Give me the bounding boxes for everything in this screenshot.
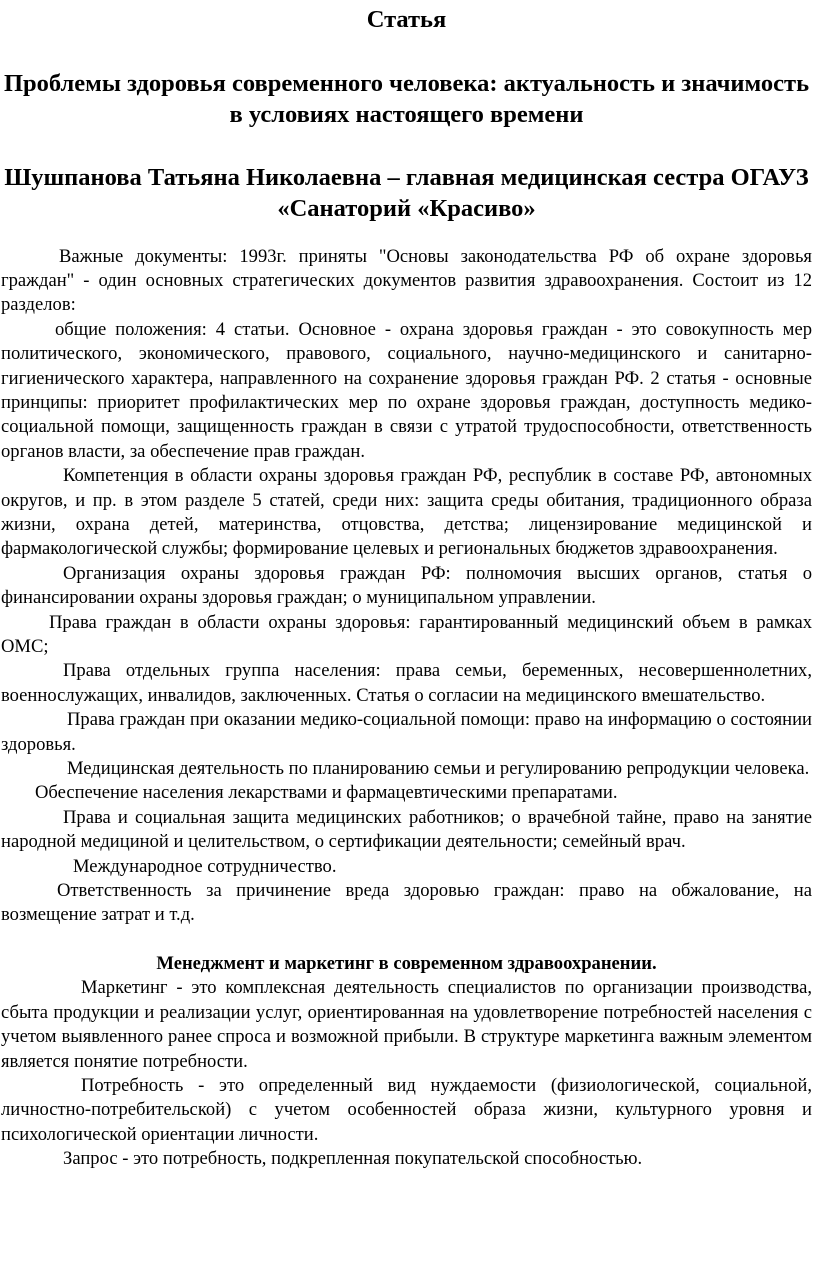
document-author: Шушпанова Татьяна Николаевна – главная медицинская сестра ОГАУЗ «Санаторий «Красиво» (4, 163, 809, 222)
paragraph: Ответственность за причинение вреда здоровью граждан: право на обжалование, на возмещение затрат и т.д. (1, 880, 812, 926)
document-body (1, 245, 812, 928)
paragraph: Обеспечение населения лекарствами и фармацевтическими препаратами. (35, 782, 618, 804)
paragraph: Запрос - это потребность, подкрепленная покупательской способностью. (63, 1148, 643, 1170)
paragraph: Организация охраны здоровья граждан РФ: полномочия высших органов, статья о финансировании охраны здоровья граждан; о муниципальном управлении. (1, 562, 812, 609)
paragraph: Важные документы: 1993г. приняты "Основы законодательства РФ об охране здоровья граждан" - один основных стратегических документов развития здравоохранения. Состоит из 12 разделов: (1, 245, 812, 316)
paragraph: Компетенция в области охраны здоровья граждан РФ, республик в составе РФ, автономных округов, и пр. в этом разделе 5 статей, среди них: защита среды обитания, традиционного образа жизни, охрана детей, материнства, отцовства, детства; лицензирование медицинской и фармакологической службы; формирование целевых и региональных бюджетов здравоохранения. (1, 465, 812, 560)
paragraph: Медицинская деятельность по планированию семьи и регулированию репродукции человека. (67, 758, 810, 780)
paragraph: Права и социальная защита медицинских работников; о врачебной тайне, право на занятие народной медициной и целительством, о сертификации деятельности; семейный врач. (1, 806, 812, 853)
document-title: Проблемы здоровья современного человека: актуальность и значимость в условиях настоящего времени (3, 69, 810, 128)
paragraph: Потребность - это определенный вид нуждаемости (физиологической, социальной, личностно-потребительской) с учетом особенностей образа жизни, культурного уровня и психологической ориентации личности. (1, 1074, 812, 1145)
paragraph: Права отдельных группа населения: права семьи, беременных, несовершеннолетних, военнослужащих, инвалидов, заключенных. Статья о согласии на медицинского вмешательство. (1, 660, 812, 706)
paragraph: Международное сотрудничество. (73, 855, 337, 877)
section-body (1, 976, 812, 1171)
paragraph: Права граждан в области охраны здоровья: гарантированный медицинский объем в рамках ОМС; (1, 611, 812, 657)
paragraph: Маркетинг - это комплексная деятельность специалистов по организации производства, сбыта продукции и реализации услуг, ориентированная на удовлетворение потребностей населения с учетом выявленного ранее спроса и возможной прибыли. В структуре маркетинга важным элементом является понятие потребности. (1, 977, 812, 1072)
paragraph: Права граждан при оказании медико-социальной помощи: право на информацию о состоянии здоровья. (1, 709, 812, 755)
document-kind: Статья (366, 6, 447, 33)
section-title: Менеджмент и маркетинг в современном здравоохранении. (156, 952, 657, 974)
paragraph: общие положения: 4 статьи. Основное - охрана здоровья граждан - это совокупность мер политического, экономического, правового, социального, научно-медицинского и санитарно-гигиенического характера, направленного на сохранение здоровья граждан РФ. 2 статья - основные принципы: приоритет профилактических мер по охране здоровья граждан, доступность медико-социальной помощи, защищенность граждан в связи с утратой трудоспособности, ответственность органов власти, за обеспечение прав граждан. (1, 318, 812, 462)
